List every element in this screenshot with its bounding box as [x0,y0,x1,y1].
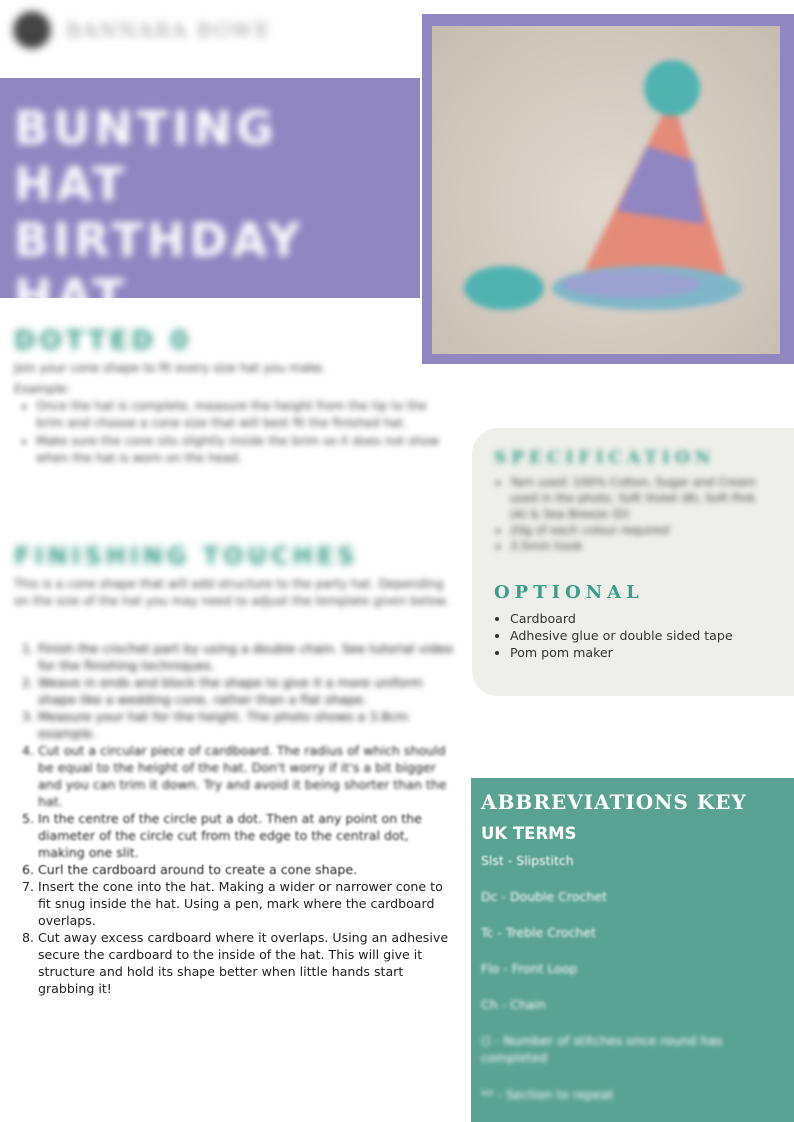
abbreviation-item: Tc - Treble Crochet [481,925,596,940]
logo-text: BANNARA BOWE [66,18,272,42]
section-heading-dotted: DOTTED 0 [14,326,193,356]
abbreviations-panel [471,778,794,1122]
section-heading-finishing: FINISHING TOUCHES [14,542,359,570]
abbreviation-item: Ch - Chain [481,997,546,1012]
abbreviation-item: () - Number of stitches once round has completed [481,1033,723,1065]
title-band [0,78,420,323]
abbreviation-item: Dc - Double Crochet [481,889,607,904]
hat-photo [432,26,780,354]
abbreviation-item: Flo - Front Loop [481,961,578,976]
page-title: BUNTING HAT BIRTHDAY HAT [14,101,305,323]
abbreviations-heading: ABBREVIATIONS KEY [481,790,747,814]
list-item: • Cardboard [510,610,784,627]
list-item: • Make sure the cone sits slightly inside the brim so it does not show when the hat is worn on the head. [36,433,454,467]
step-item: 6. Curl the cardboard around to create a cone shape. [38,861,454,878]
finishing-intro: This is a cone shape that will add structure to the party hat. Depending on the size of the hat you may need to adjust the template given below. [14,577,449,608]
optional-list [494,610,784,661]
step-item: 2. Weave in ends and block the shape to give it a more uniform shape like a wedding cone, rather than a flat shape. [38,674,454,708]
step-item: 1. Finish the crochet part by using a double chain. See tutorial video for the finishing techniques. [38,640,454,674]
photo-frame [422,14,794,364]
abbreviation-item: Slst - Slipstitch [481,853,574,868]
step-item: 5. In the centre of the circle put a dot. Then at any point on the diameter of the circle cut from the edge to the central dot, making one slit. [38,810,454,861]
specification-card [472,428,794,696]
list-item: • Adhesive glue or double sided tape [510,627,784,644]
step-item: 7. Insert the cone into the hat. Making a wider or narrower cone to fit snug inside the hat. Using a pen, mark where the cardboard overlaps. [38,878,454,929]
logo-icon [10,8,54,52]
list-item: • 20g of each colour required [510,522,762,538]
uk-terms-heading: UK TERMS [481,824,577,843]
abbreviation-item: ** - Section to repeat [481,1087,614,1102]
finishing-steps [14,640,454,997]
step-item: 4. Cut out a circular piece of cardboard. The radius of which should be equal to the height of the hat. Don't worry if it's a bit bigger and you can trim it down. Try and avoid it being shorter than the hat. [38,742,454,810]
optional-heading: OPTIONAL [494,582,644,603]
example-list [14,398,454,467]
list-item: • Yarn used: 100% Cotton, Sugar and Cream used in the photo, Soft Violet (B), Soft Pink (A) & Sea Breeze (D) [510,474,762,522]
step-item: 3. Measure your hat for the height. The photo shows a 3.8cm example. [38,708,454,742]
specification-list [494,474,762,554]
list-item: • 3.5mm hook [510,538,762,554]
step-item: 8. Cut away excess cardboard where it overlaps. Using an adhesive secure the cardboard to the inside of the hat. This will give it structure and hold its shape better when little hands start grabbing it! [38,929,454,997]
brand-logo [10,8,271,52]
party-hat-image [432,26,780,354]
section-intro [14,360,454,468]
specification-heading: SPECIFICATION [494,448,716,468]
example-label: Example: [14,382,71,396]
intro-text: Join your cone shape to fit every size hat you make. [14,361,327,375]
list-item: • Once the hat is complete, measure the height from the tip to the brim and choose a cone size that will best fit the finished hat. [36,398,454,432]
list-item: • Pom pom maker [510,644,784,661]
